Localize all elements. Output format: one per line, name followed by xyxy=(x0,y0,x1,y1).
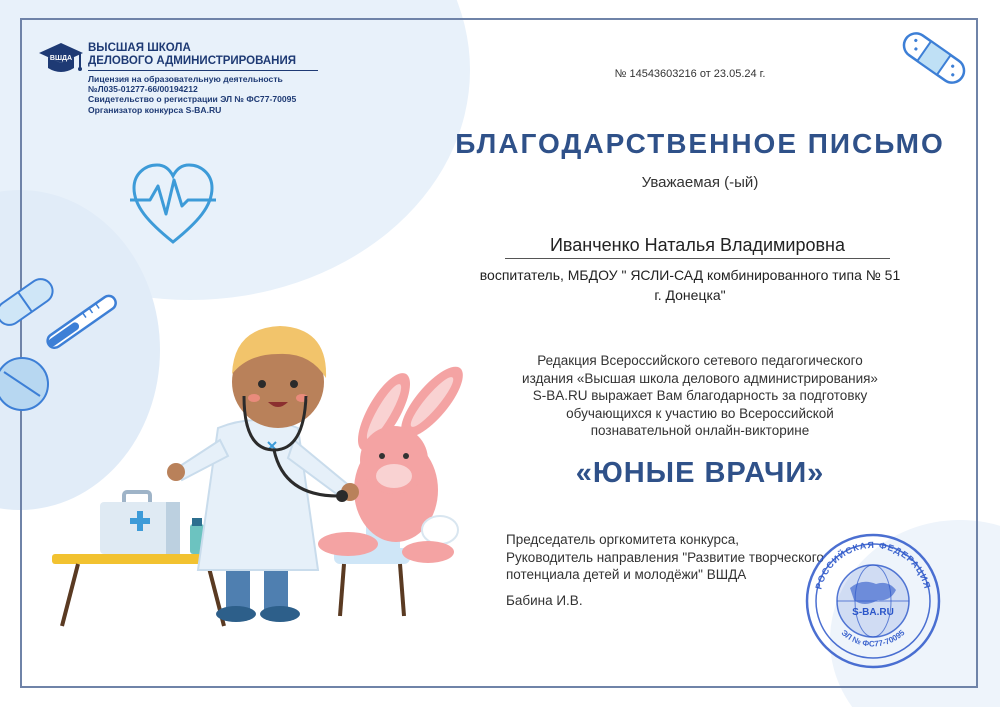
license-line: Лицензия на образовательную деятельность xyxy=(88,74,283,84)
organization-name-line: ДЕЛОВОГО АДМИНИСТРИРОВАНИЯ xyxy=(88,55,297,67)
gratitude-text-line: Редакция Всероссийского сетевого педагогического xyxy=(537,353,863,368)
document-title: БЛАГОДАРСТВЕННОЕ ПИСЬМО xyxy=(455,128,945,159)
signature-line: Председатель оргкомитета конкурса, xyxy=(506,532,740,547)
gratitude-text xyxy=(470,352,930,440)
first-aid-kit-icon xyxy=(100,492,180,554)
organization-name xyxy=(88,42,296,68)
stamp-bottom-text: ЭЛ № ФС77-70095 xyxy=(839,628,907,649)
gratitude-text-line: обучающихся к участию во Всероссийской xyxy=(566,405,834,421)
document-number: № 14543603216 от 23.05.24 г. xyxy=(614,68,766,80)
gratitude-text-line: познавательной онлайн-викторине xyxy=(590,423,810,438)
license-line: Свидетельство о регистрации ЭЛ № ФС77-70095 xyxy=(88,94,297,105)
official-stamp xyxy=(804,532,942,670)
recipient-name: Иванченко Наталья Владимировна xyxy=(505,235,890,259)
bandage-icon xyxy=(896,28,972,88)
stamp-center-text: S-BA.RU xyxy=(852,607,894,618)
contest-name: «ЮНЫЕ ВРАЧИ» xyxy=(575,457,825,489)
stamp-top-text: РОССИЙСКАЯ ФЕДЕРАЦИЯ xyxy=(813,539,933,591)
graduation-cap-icon xyxy=(38,40,84,80)
logo-divider xyxy=(88,70,318,71)
heart-pulse-icon xyxy=(128,160,218,248)
recipient-position-line: воспитатель, МБДОУ " ЯСЛИ-САД комбинированного типа № 51 xyxy=(479,267,901,283)
organization-name-line: ВЫСШАЯ ШКОЛА xyxy=(88,42,191,54)
gratitude-text-line: S-BA.RU выражает Вам благодарность за подготовку xyxy=(532,388,868,403)
recipient-position-line: г. Донецка" xyxy=(654,287,726,303)
signature-block xyxy=(506,531,846,609)
gratitude-text-line: издания «Высшая школа делового администрирования» xyxy=(522,370,878,386)
signer-name: Бабина И.В. xyxy=(506,592,583,608)
doctor-child-illustration xyxy=(48,300,488,630)
signature-line: Руководитель направления "Развитие творческого xyxy=(506,549,824,565)
svg-text:ВШДА: ВШДА xyxy=(49,55,73,62)
signature-line: потенциала детей и молодёжи" ВШДА xyxy=(506,567,747,582)
recipient-position xyxy=(445,265,935,305)
greeting: Уважаемая (-ый) xyxy=(641,174,759,191)
license-info xyxy=(88,74,296,115)
license-line: Организатор конкурса S-BA.RU xyxy=(88,104,222,115)
license-line: №Л035-01277-66/00194212 xyxy=(88,84,198,95)
